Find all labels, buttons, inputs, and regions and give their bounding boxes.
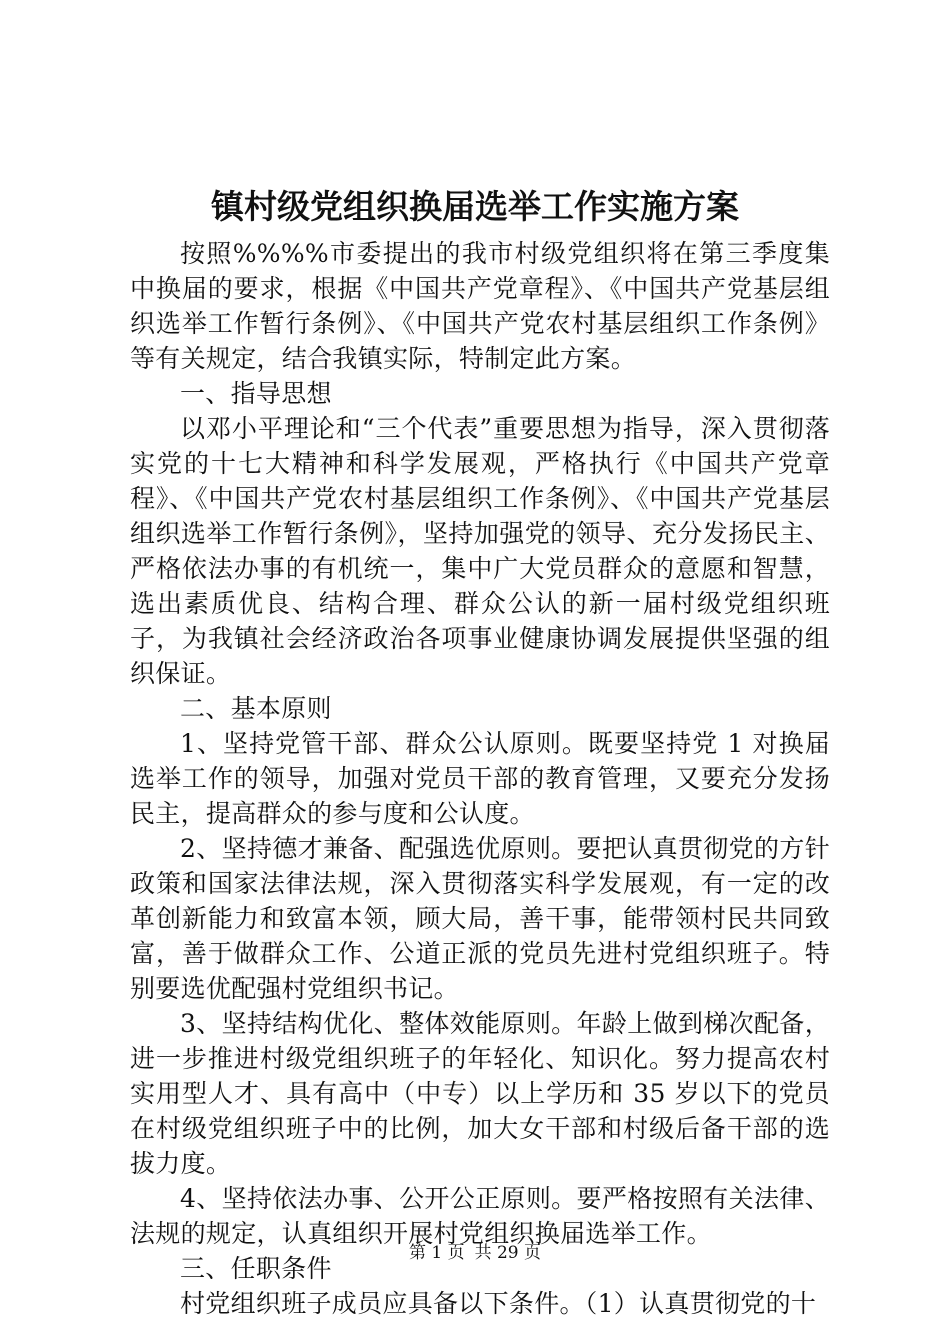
document-title: 镇村级党组织换届选举工作实施方案 — [211, 187, 739, 226]
section-heading-basic-principles: 二、基本原则 — [180, 694, 332, 723]
document-body — [130, 236, 830, 1321]
paragraph-intro: 按照%%%%市委提出的我市村级党组织将在第三季度集中换届的要求，根据《中国共产党章程》、《中国共产党基层组织选举工作暂行条例》、《中国共产党农村基层组织工作条例》等有关规定，结合我镇实际，特制定此方案。 — [130, 239, 830, 373]
paragraph-principle-4: 4、坚持依法办事、公开公正原则。要严格按照有关法律、法规的规定，认真组织开展村党组织换届选举工作。 — [130, 1184, 830, 1248]
paragraph-guiding-thought: 以邓小平理论和“三个代表”重要思想为指导，深入贯彻落实党的十七大精神和科学发展观，严格执行《中国共产党章程》、《中国共产党农村基层组织工作条例》、《中国共产党基层组织选举工作暂行条例》，坚持加强党的领导、充分发扬民主、严格依法办事的有机统一，集中广大党员群众的意愿和智慧，选出素质优良、结构合理、群众公认的新一届村级党组织班子，为我镇社会经济政治各项事业健康协调发展提供坚强的组织保证。 — [130, 414, 830, 688]
section-heading-qualifications: 三、任职条件 — [180, 1254, 332, 1283]
section-heading-guiding-thought: 一、指导思想 — [180, 379, 332, 408]
page-footer — [0, 1241, 950, 1265]
paragraph-principle-3: 3、坚持结构优化、整体效能原则。年龄上做到梯次配备，进一步推进村级党组织班子的年轻化、知识化。努力提高农村实用型人才、具有高中（中专）以上学历和 35 岁以下的党员在村级党组织班子中的比例，加大女干部和村级后备干部的选拔力度。 — [130, 1009, 830, 1178]
paragraph-principle-1: 1、坚持党管干部、群众公认原则。既要坚持党 1 对换届选举工作的领导，加强对党员干部的教育管理，又要充分发扬民主，提高群众的参与度和公认度。 — [130, 729, 830, 828]
paragraph-qualifications: 村党组织班子成员应具备以下条件。（1）认真贯彻党的十 — [180, 1289, 817, 1318]
paragraph-principle-2: 2、坚持德才兼备、配强选优原则。要把认真贯彻党的方针政策和国家法律法规，深入贯彻落实科学发展观，有一定的改革创新能力和致富本领，顾大局，善干事，能带领村民共同致富，善于做群众工作、公道正派的党员先进村党组织班子。特别要选优配强村党组织书记。 — [130, 834, 830, 1003]
page-total: 共 29 页 — [474, 1243, 542, 1263]
page-number: 第 1 页 — [408, 1243, 465, 1263]
